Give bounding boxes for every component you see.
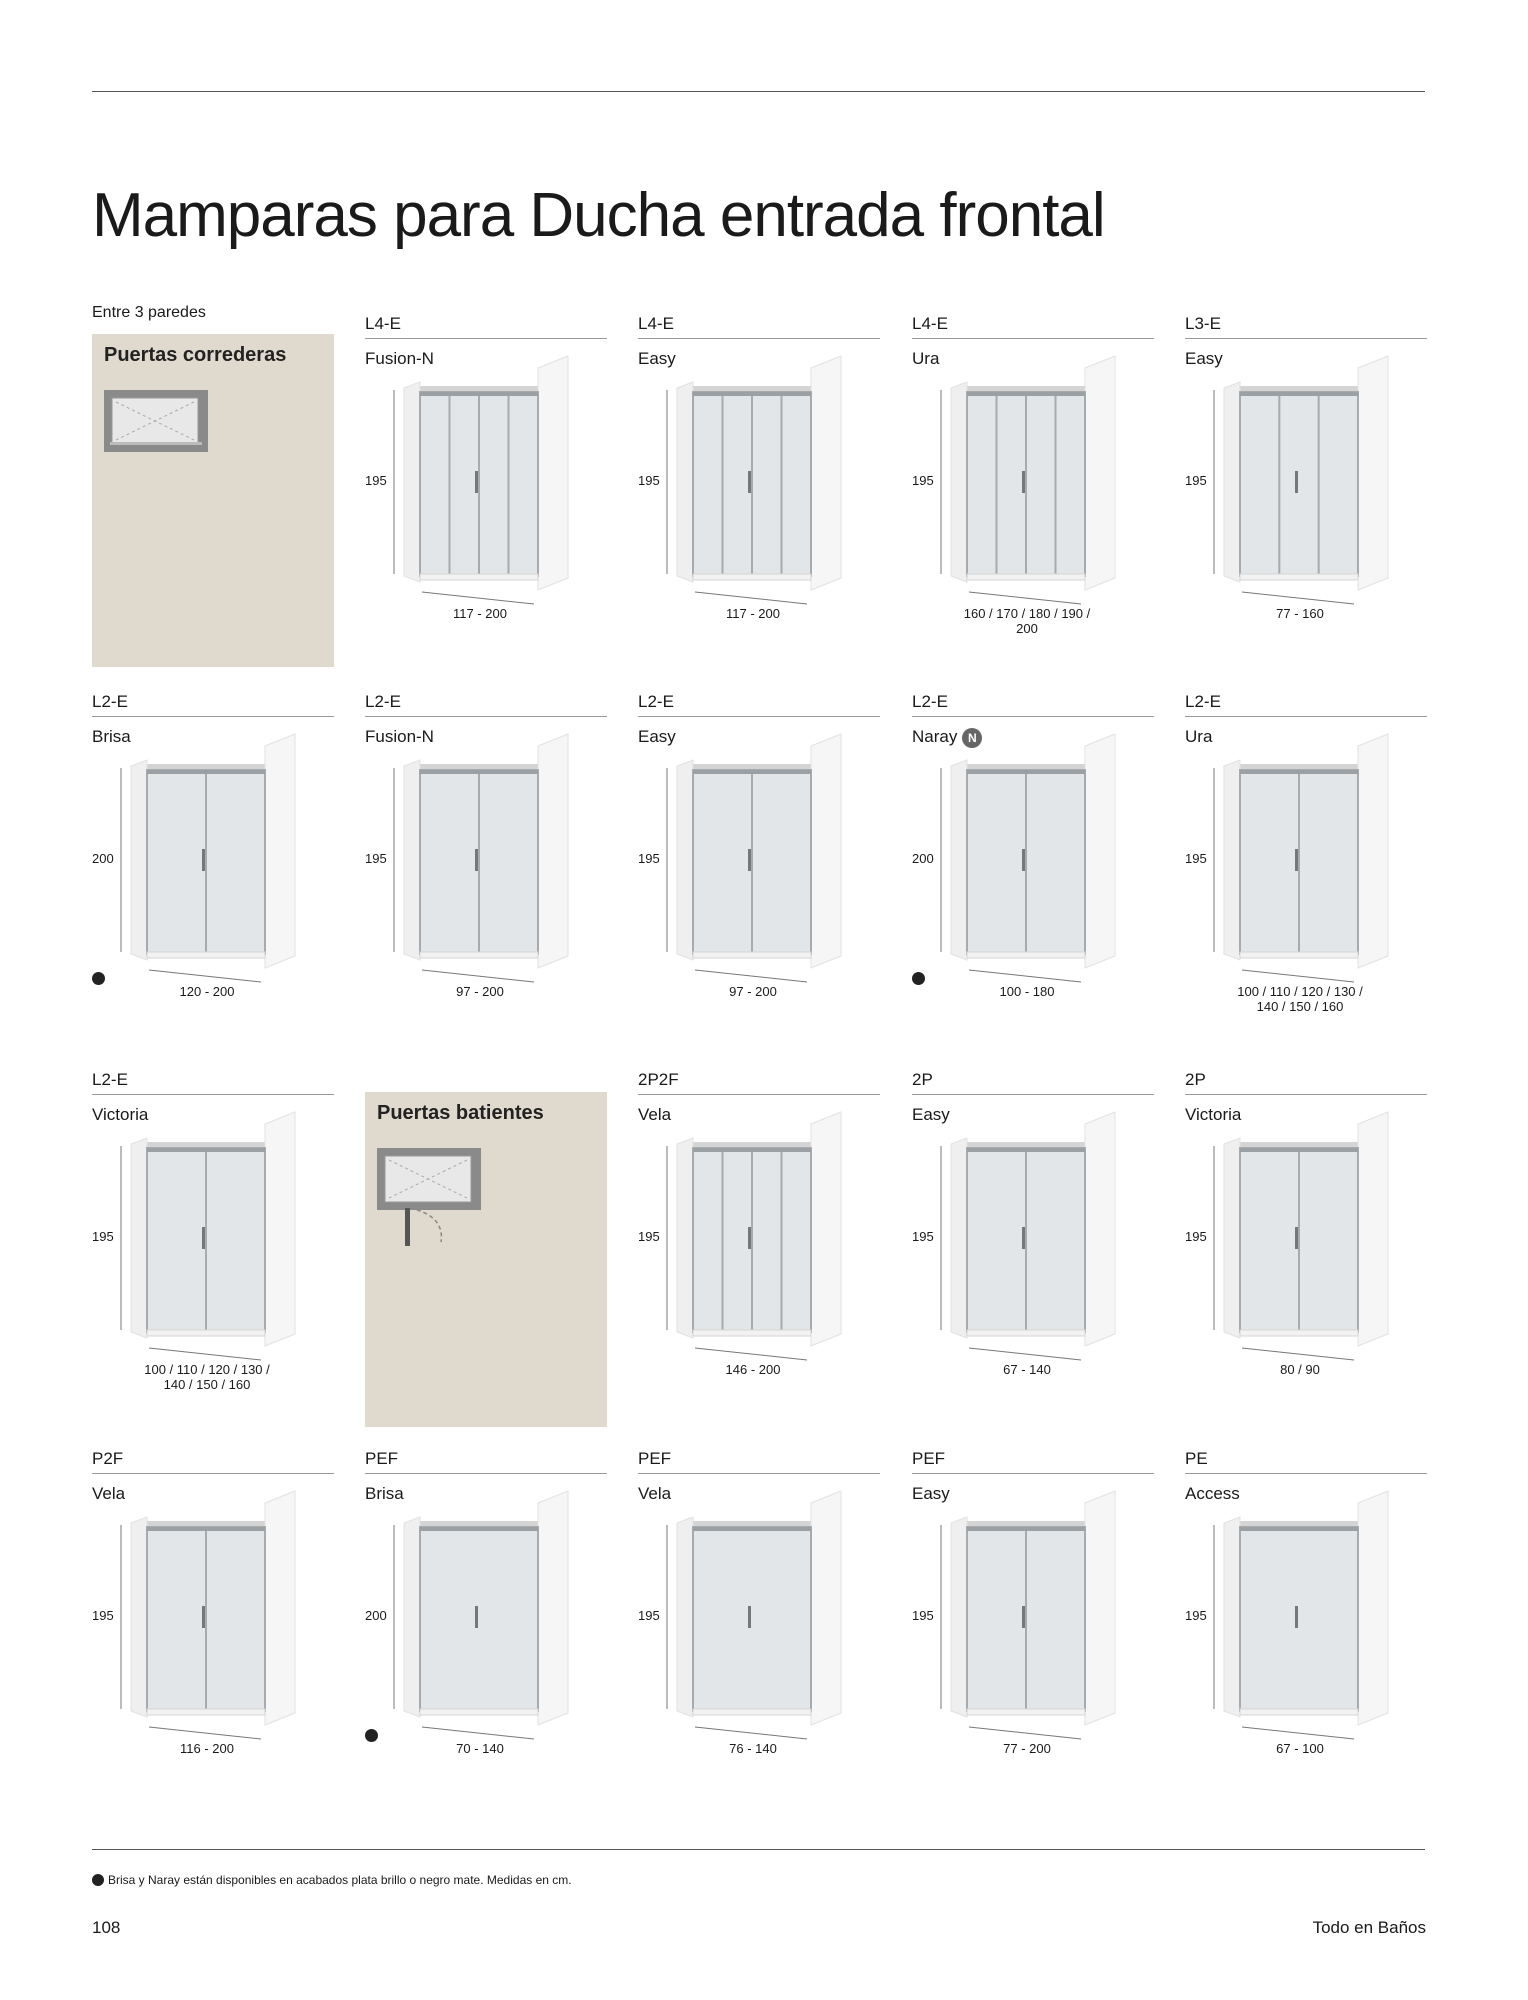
product-code: PE bbox=[1185, 1449, 1208, 1468]
new-badge-icon: N bbox=[962, 728, 982, 748]
width-measure: 160 / 170 / 180 / 190 / 200 bbox=[963, 606, 1091, 636]
width-measure: 116 - 200 bbox=[180, 1741, 234, 1756]
width-measure: 80 / 90 bbox=[1280, 1362, 1320, 1377]
product-model-name: Victoria bbox=[1185, 1105, 1242, 1124]
product-model-name: Brisa bbox=[365, 1484, 404, 1503]
product-card bbox=[92, 684, 334, 1044]
product-code: L2-E bbox=[1185, 692, 1221, 711]
width-measure: 77 - 160 bbox=[1276, 606, 1324, 621]
height-measure: 200 bbox=[92, 851, 114, 866]
product-code: P2F bbox=[92, 1449, 124, 1468]
product-model-name: Easy bbox=[912, 1105, 950, 1124]
intro-label: Entre 3 paredes bbox=[92, 304, 206, 321]
height-measure: 195 bbox=[1185, 851, 1207, 866]
product-code: PEF bbox=[365, 1449, 399, 1468]
category-sliding-doors bbox=[92, 334, 334, 667]
product-card bbox=[1185, 684, 1427, 1044]
height-measure: 200 bbox=[365, 1608, 387, 1623]
height-measure: 195 bbox=[912, 473, 934, 488]
height-measure: 195 bbox=[1185, 1229, 1207, 1244]
height-measure: 200 bbox=[912, 851, 934, 866]
top-rule bbox=[92, 91, 1425, 92]
height-measure: 195 bbox=[638, 473, 660, 488]
black-finish-dot-icon bbox=[92, 1874, 104, 1886]
black-finish-dot-icon bbox=[92, 972, 105, 985]
page-number: 108 bbox=[92, 1918, 121, 1937]
width-measure: 117 - 200 bbox=[726, 606, 780, 621]
product-code: PEF bbox=[638, 1449, 672, 1468]
product-card bbox=[1185, 1062, 1427, 1422]
product-code: L4-E bbox=[365, 314, 401, 333]
product-card bbox=[92, 1441, 334, 1801]
width-measure: 120 - 200 bbox=[179, 984, 235, 999]
product-card bbox=[912, 1441, 1154, 1801]
product-model-name: Easy bbox=[638, 349, 676, 368]
product-code: L2-E bbox=[92, 1070, 128, 1089]
footnote-text: Brisa y Naray están disponibles en acabados plata brillo o negro mate. Medidas en cm. bbox=[108, 1873, 572, 1887]
product-code: L4-E bbox=[912, 314, 948, 333]
product-card bbox=[912, 684, 1154, 1044]
sliding-door-plan-icon bbox=[92, 334, 334, 667]
height-measure: 195 bbox=[92, 1608, 114, 1623]
product-code: 2P bbox=[912, 1070, 933, 1089]
hinged-door-plan-icon bbox=[365, 1092, 607, 1427]
height-measure: 195 bbox=[1185, 1608, 1207, 1623]
category-title: Puertas correderas bbox=[104, 344, 287, 366]
product-card bbox=[365, 684, 607, 1044]
height-measure: 195 bbox=[638, 1608, 660, 1623]
page-title: Mamparas para Ducha entrada frontal bbox=[92, 181, 1105, 250]
product-code: L2-E bbox=[92, 692, 128, 711]
product-code: L2-E bbox=[912, 692, 948, 711]
product-model-name: Naray bbox=[912, 727, 958, 746]
product-card bbox=[912, 1062, 1154, 1422]
product-card bbox=[912, 306, 1154, 666]
product-card bbox=[638, 306, 880, 666]
product-model-name: Access bbox=[1185, 1484, 1240, 1503]
bottom-rule bbox=[92, 1849, 1425, 1850]
product-model-name: Vela bbox=[638, 1105, 672, 1124]
product-code: L4-E bbox=[638, 314, 674, 333]
product-model-name: Easy bbox=[1185, 349, 1223, 368]
category-title: Puertas batientes bbox=[377, 1102, 544, 1124]
product-card bbox=[92, 1062, 334, 1422]
product-code: L3-E bbox=[1185, 314, 1221, 333]
width-measure: 76 - 140 bbox=[729, 1741, 777, 1756]
product-model-name: Fusion-N bbox=[365, 349, 434, 368]
width-measure: 70 - 140 bbox=[456, 1741, 504, 1756]
product-model-name: Ura bbox=[1185, 727, 1213, 746]
width-measure: 77 - 200 bbox=[1003, 1741, 1051, 1756]
width-measure: 146 - 200 bbox=[725, 1362, 781, 1377]
height-measure: 195 bbox=[365, 851, 387, 866]
black-finish-dot-icon bbox=[365, 1729, 378, 1742]
height-measure: 195 bbox=[1185, 473, 1207, 488]
black-finish-dot-icon bbox=[912, 972, 925, 985]
product-model-name: Vela bbox=[92, 1484, 126, 1503]
width-measure: 67 - 140 bbox=[1003, 1362, 1051, 1377]
product-code: 2P bbox=[1185, 1070, 1206, 1089]
product-card bbox=[365, 306, 607, 666]
width-measure: 97 - 200 bbox=[456, 984, 504, 999]
product-model-name: Ura bbox=[912, 349, 940, 368]
width-measure: 100 - 180 bbox=[999, 984, 1055, 999]
width-measure: 100 / 110 / 120 / 130 / 140 / 150 / 160 bbox=[144, 1362, 270, 1392]
height-measure: 195 bbox=[638, 851, 660, 866]
width-measure: 97 - 200 bbox=[729, 984, 777, 999]
category-hinged-doors bbox=[365, 1092, 607, 1427]
product-model-name: Easy bbox=[912, 1484, 950, 1503]
product-card bbox=[638, 1062, 880, 1422]
product-model-name: Brisa bbox=[92, 727, 131, 746]
height-measure: 195 bbox=[912, 1608, 934, 1623]
product-card bbox=[365, 1441, 607, 1801]
brand-name: Todo en Baños bbox=[1312, 1918, 1426, 1937]
product-card bbox=[1185, 306, 1427, 666]
product-model-name: Easy bbox=[638, 727, 676, 746]
width-measure: 100 / 110 / 120 / 130 / 140 / 150 / 160 bbox=[1237, 984, 1363, 1014]
product-card bbox=[638, 684, 880, 1044]
width-measure: 117 - 200 bbox=[453, 606, 507, 621]
product-code: 2P2F bbox=[638, 1070, 679, 1089]
footnote bbox=[92, 1873, 572, 1887]
product-code: L2-E bbox=[638, 692, 674, 711]
width-measure: 67 - 100 bbox=[1276, 1741, 1324, 1756]
product-card bbox=[638, 1441, 880, 1801]
product-model-name: Fusion-N bbox=[365, 727, 434, 746]
product-card bbox=[1185, 1441, 1427, 1801]
height-measure: 195 bbox=[365, 473, 387, 488]
product-model-name: Victoria bbox=[92, 1105, 149, 1124]
product-model-name: Vela bbox=[638, 1484, 672, 1503]
height-measure: 195 bbox=[638, 1229, 660, 1244]
product-code: PEF bbox=[912, 1449, 946, 1468]
height-measure: 195 bbox=[92, 1229, 114, 1244]
height-measure: 195 bbox=[912, 1229, 934, 1244]
product-code: L2-E bbox=[365, 692, 401, 711]
